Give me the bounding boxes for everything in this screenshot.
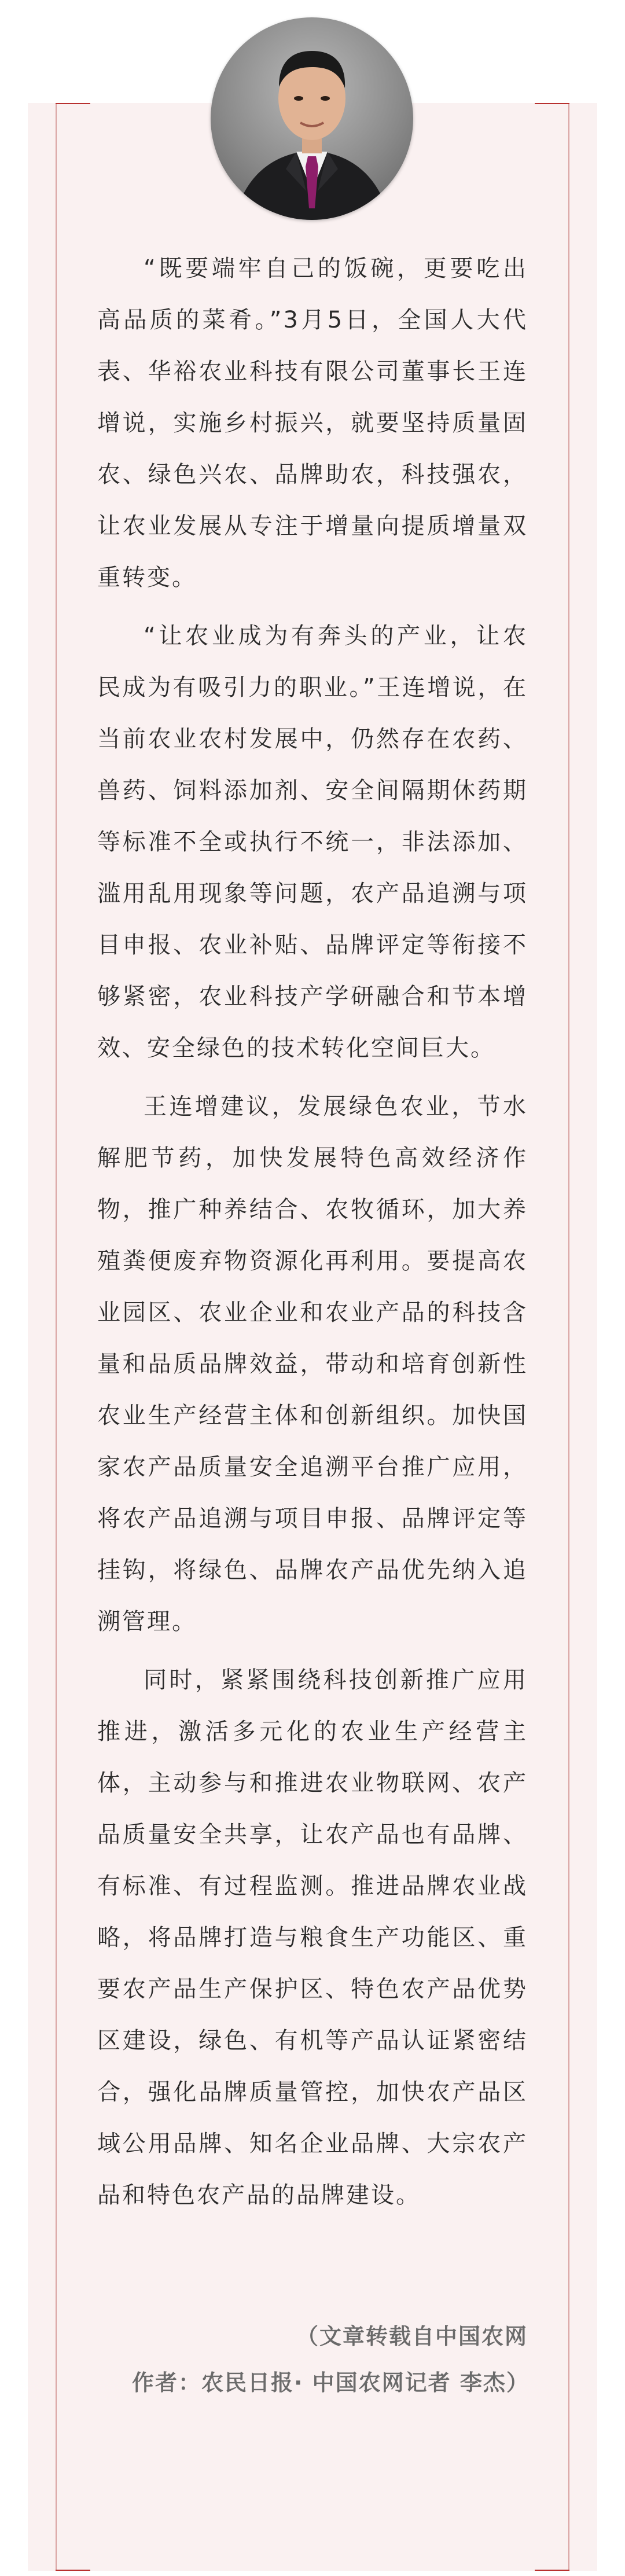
frame-left-line (56, 103, 57, 2571)
article-paragraph: 同时，紧紧围绕科技创新推广应用推进，激活多元化的农业生产经营主体，主动参与和推进农业物联网、农产品质量安全共享，让农产品也有品牌、有标准、有过程监测。推进品牌农业战略，将品牌打造与粮食生产功能区、重要农产品生产保护区、特色农产品优势区建设，绿色、有机等产品认证紧密结合，强化品牌质量管控，加快农产品区域公用品牌、知名企业品牌、大宗农产品和特色农产品的品牌建设。 (97, 1667, 528, 2208)
frame-right-line (568, 103, 569, 2571)
frame-bottom-left-corner (56, 2570, 90, 2571)
credit-source: （文章转载自中国农网 (296, 2324, 528, 2349)
article-paragraph: “让农业成为有奔头的产业，让农民成为有吸引力的职业。”王连增说，在当前农业农村发展中，仍然存在农药、兽药、饲料添加剂、安全间隔期休药期等标准不全或执行不统一，非法添加、滥用乱用现象等问题，农产品追溯与项目申报、农业补贴、品牌评定等衔接不够紧密，农业科技产学研融合和节本增效、安全绿色的技术转化空间巨大。 (97, 623, 528, 1061)
article-paragraph: “既要端牢自己的饭碗，更要吃出高品质的菜肴。”3月5日，全国人大代表、华裕农业科技有限公司董事长王连增说，实施乡村振兴，就要坚持质量固农、绿色兴农、品牌助农，科技强农，让农业发展从专注于增量向提质增量双重转变。 (97, 255, 528, 591)
article-body (97, 243, 528, 2228)
frame-top-right-corner (535, 103, 569, 104)
frame-top-left-corner (56, 103, 90, 104)
frame-bottom-right-corner (535, 2570, 569, 2571)
credit-author: 作者：农民日报· 中国农网记者 李杰） (132, 2370, 530, 2395)
article-paragraph: 王连增建议，发展绿色农业，节水解肥节药，加快发展特色高效经济作物，推广种养结合、农牧循环，加大养殖粪便废弃物资源化再利用。要提高农业园区、农业企业和农业产品的科技含量和品质品牌效益，带动和培育创新性农业生产经营主体和创新组织。加快国家农产品质量安全追溯平台推广应用，将农产品追溯与项目申报、品牌评定等挂钩，将绿色、品牌农产品优先纳入追溯管理。 (97, 1093, 528, 1635)
portrait-photo (211, 17, 413, 220)
